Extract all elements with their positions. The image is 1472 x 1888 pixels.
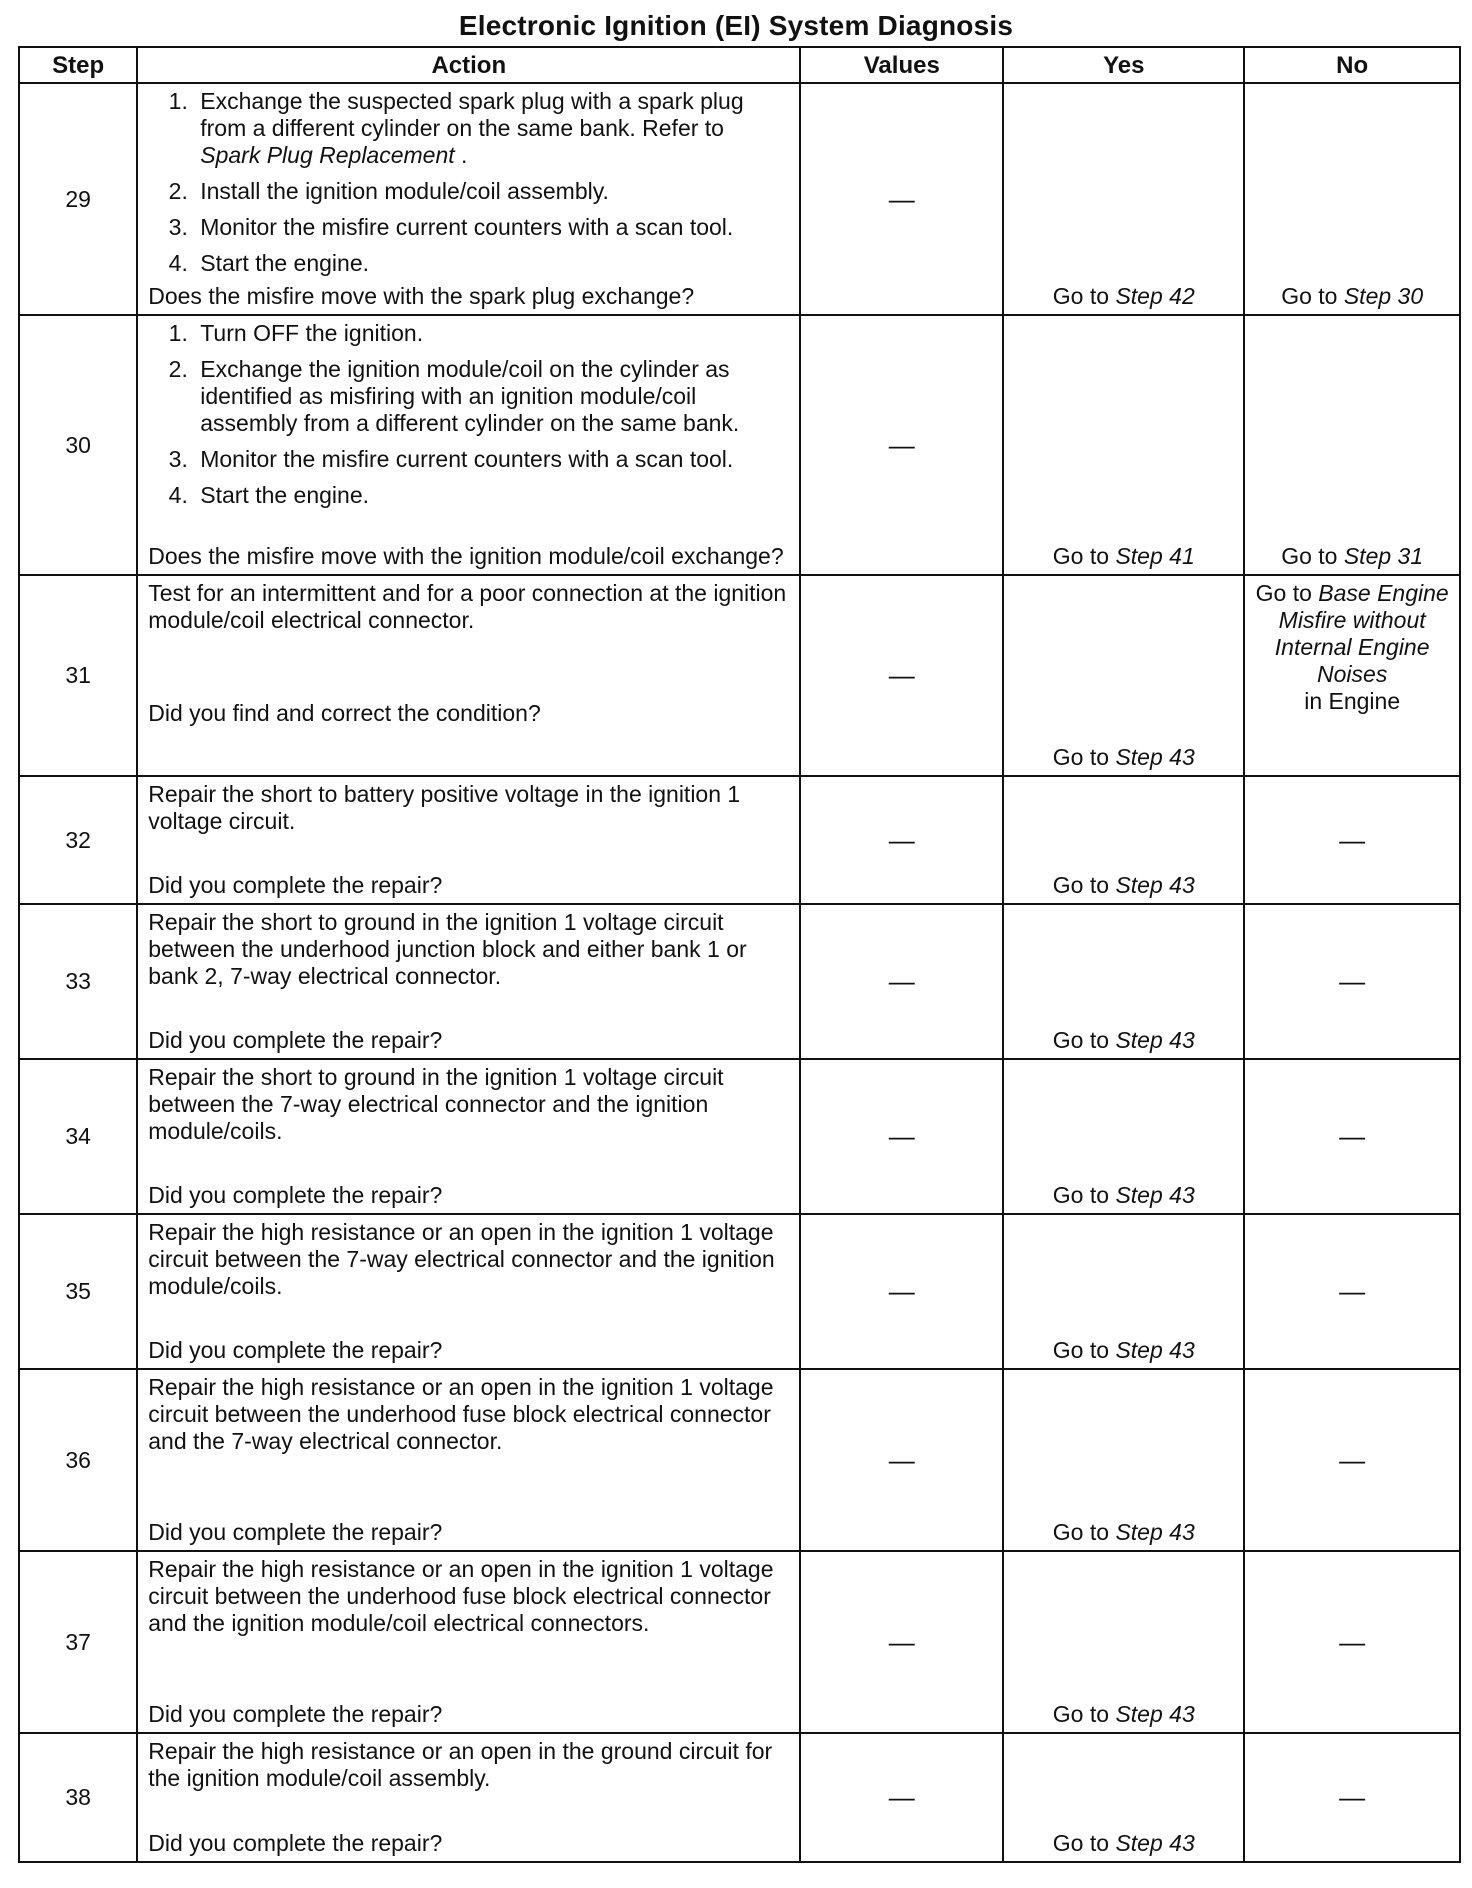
step-number: 29	[19, 83, 137, 315]
list-item: 1. Turn OFF the ignition.	[194, 320, 789, 347]
step-number: 38	[19, 1733, 137, 1862]
table-row	[19, 575, 1460, 776]
action-cell	[137, 315, 800, 575]
values-cell: —	[800, 1369, 1003, 1551]
no-cell: —	[1244, 1551, 1460, 1733]
action-question: Did you complete the repair?	[148, 1337, 443, 1363]
action-text: Repair the short to battery positive voltage in the ignition 1 voltage circuit.	[148, 781, 741, 834]
action-cell	[137, 83, 800, 315]
action-cell	[137, 1059, 800, 1214]
yes-cell	[1003, 575, 1244, 776]
no-cell	[1244, 83, 1460, 315]
step-number: 35	[19, 1214, 137, 1369]
yes-goto: Go to Step 43	[1052, 1701, 1195, 1727]
action-question: Did you complete the repair?	[148, 1027, 443, 1053]
header-yes: Yes	[1003, 47, 1244, 83]
table-row	[19, 1059, 1460, 1214]
list-item: 4. Start the engine.	[194, 482, 789, 509]
table-row	[19, 83, 1460, 315]
page-title: Electronic Ignition (EI) System Diagnosis	[458, 10, 1014, 41]
values-cell: —	[800, 1551, 1003, 1733]
step-number: 33	[19, 904, 137, 1059]
values-cell: —	[800, 315, 1003, 575]
list-item: 2. Install the ignition module/coil assembly.	[194, 178, 789, 205]
action-question: Did you complete the repair?	[148, 1182, 443, 1208]
action-question: Did you complete the repair?	[148, 1519, 443, 1545]
yes-cell	[1003, 1369, 1244, 1551]
no-cell: —	[1244, 776, 1460, 904]
step-number: 36	[19, 1369, 137, 1551]
no-goto: Go to Base Engine Misfire without Internal Engine Noises in Engine	[1255, 580, 1449, 714]
no-cell	[1244, 575, 1460, 776]
table-row	[19, 315, 1460, 575]
table-row	[19, 1551, 1460, 1733]
values-cell: —	[800, 776, 1003, 904]
yes-goto: Go to Step 43	[1052, 872, 1195, 898]
reference-link: Spark Plug Replacement	[200, 142, 455, 168]
action-text: Test for an intermittent and for a poor connection at the ignition module/coil electrical connector.	[148, 580, 787, 633]
step-number: 32	[19, 776, 137, 904]
list-item: 1. Exchange the suspected spark plug with a spark plug from a different cylinder on the same bank. Refer to Spark Plug Replacement .	[194, 88, 789, 169]
yes-cell	[1003, 315, 1244, 575]
no-cell	[1244, 315, 1460, 575]
action-cell	[137, 1369, 800, 1551]
yes-cell	[1003, 83, 1244, 315]
action-question: Did you complete the repair?	[148, 1830, 443, 1856]
values-cell: —	[800, 904, 1003, 1059]
action-cell	[137, 1214, 800, 1369]
yes-goto: Go to Step 42	[1052, 283, 1195, 309]
no-goto: Go to Step 31	[1281, 543, 1424, 569]
action-cell	[137, 904, 800, 1059]
yes-goto: Go to Step 43	[1052, 1182, 1195, 1208]
header-step: Step	[19, 47, 137, 83]
action-cell	[137, 1733, 800, 1862]
table-row	[19, 776, 1460, 904]
step-number: 30	[19, 315, 137, 575]
table-row	[19, 1369, 1460, 1551]
yes-cell	[1003, 1551, 1244, 1733]
action-question: Does the misfire move with the ignition module/coil exchange?	[148, 543, 784, 569]
action-cell	[137, 1551, 800, 1733]
values-cell: —	[800, 83, 1003, 315]
no-cell: —	[1244, 1059, 1460, 1214]
yes-goto: Go to Step 43	[1052, 1027, 1195, 1053]
yes-goto: Go to Step 43	[1052, 744, 1195, 770]
header-values: Values	[800, 47, 1003, 83]
action-text: Repair the high resistance or an open in the ground circuit for the ignition module/coil assembly.	[148, 1738, 773, 1791]
values-cell: —	[800, 1733, 1003, 1862]
no-goto: Go to Step 30	[1281, 283, 1424, 309]
header-action: Action	[137, 47, 800, 83]
step-number: 34	[19, 1059, 137, 1214]
action-question: Did you find and correct the condition?	[148, 700, 541, 726]
list-item: 4. Start the engine.	[194, 250, 789, 277]
action-question: Does the misfire move with the spark plug exchange?	[148, 283, 695, 309]
values-cell: —	[800, 1214, 1003, 1369]
action-text: Repair the high resistance or an open in the ignition 1 voltage circuit between the 7-way electrical connector and the ignition module/coils.	[148, 1219, 775, 1299]
list-item: 3. Monitor the misfire current counters with a scan tool.	[194, 446, 789, 473]
action-steps	[148, 88, 789, 277]
yes-cell	[1003, 904, 1244, 1059]
header-row	[19, 47, 1460, 83]
table-row	[19, 1214, 1460, 1369]
yes-goto: Go to Step 43	[1052, 1830, 1195, 1856]
yes-goto: Go to Step 43	[1052, 1337, 1195, 1363]
diagnosis-table	[18, 46, 1461, 1863]
table-row	[19, 904, 1460, 1059]
action-text: Repair the high resistance or an open in the ignition 1 voltage circuit between the underhood fuse block electrical connector and the 7-way electrical connector.	[148, 1374, 774, 1454]
action-text: Repair the high resistance or an open in the ignition 1 voltage circuit between the underhood fuse block electrical connector and the ignition module/coil electrical connectors.	[148, 1556, 774, 1636]
no-cell: —	[1244, 1733, 1460, 1862]
yes-cell	[1003, 776, 1244, 904]
action-steps	[148, 320, 789, 509]
action-cell	[137, 776, 800, 904]
table-row	[19, 1733, 1460, 1862]
action-question: Did you complete the repair?	[148, 872, 443, 898]
no-cell: —	[1244, 1214, 1460, 1369]
step-number: 37	[19, 1551, 137, 1733]
yes-goto: Go to Step 43	[1052, 1519, 1195, 1545]
step-number: 31	[19, 575, 137, 776]
yes-cell	[1003, 1059, 1244, 1214]
action-cell	[137, 575, 800, 776]
yes-goto: Go to Step 41	[1052, 543, 1195, 569]
yes-cell	[1003, 1733, 1244, 1862]
yes-cell	[1003, 1214, 1244, 1369]
values-cell: —	[800, 1059, 1003, 1214]
header-no: No	[1244, 47, 1460, 83]
values-cell: —	[800, 575, 1003, 776]
list-item: 3. Monitor the misfire current counters with a scan tool.	[194, 214, 789, 241]
list-item: 2. Exchange the ignition module/coil on the cylinder as identified as misfiring with an ignition module/coil assembly from a different cylinder on the same bank.	[194, 356, 789, 437]
no-cell: —	[1244, 904, 1460, 1059]
action-question: Did you complete the repair?	[148, 1701, 443, 1727]
no-cell: —	[1244, 1369, 1460, 1551]
action-text: Repair the short to ground in the ignition 1 voltage circuit between the underhood junction block and either bank 1 or bank 2, 7-way electrical connector.	[148, 909, 747, 989]
action-text: Repair the short to ground in the ignition 1 voltage circuit between the 7-way electrical connector and the ignition module/coils.	[148, 1064, 724, 1144]
